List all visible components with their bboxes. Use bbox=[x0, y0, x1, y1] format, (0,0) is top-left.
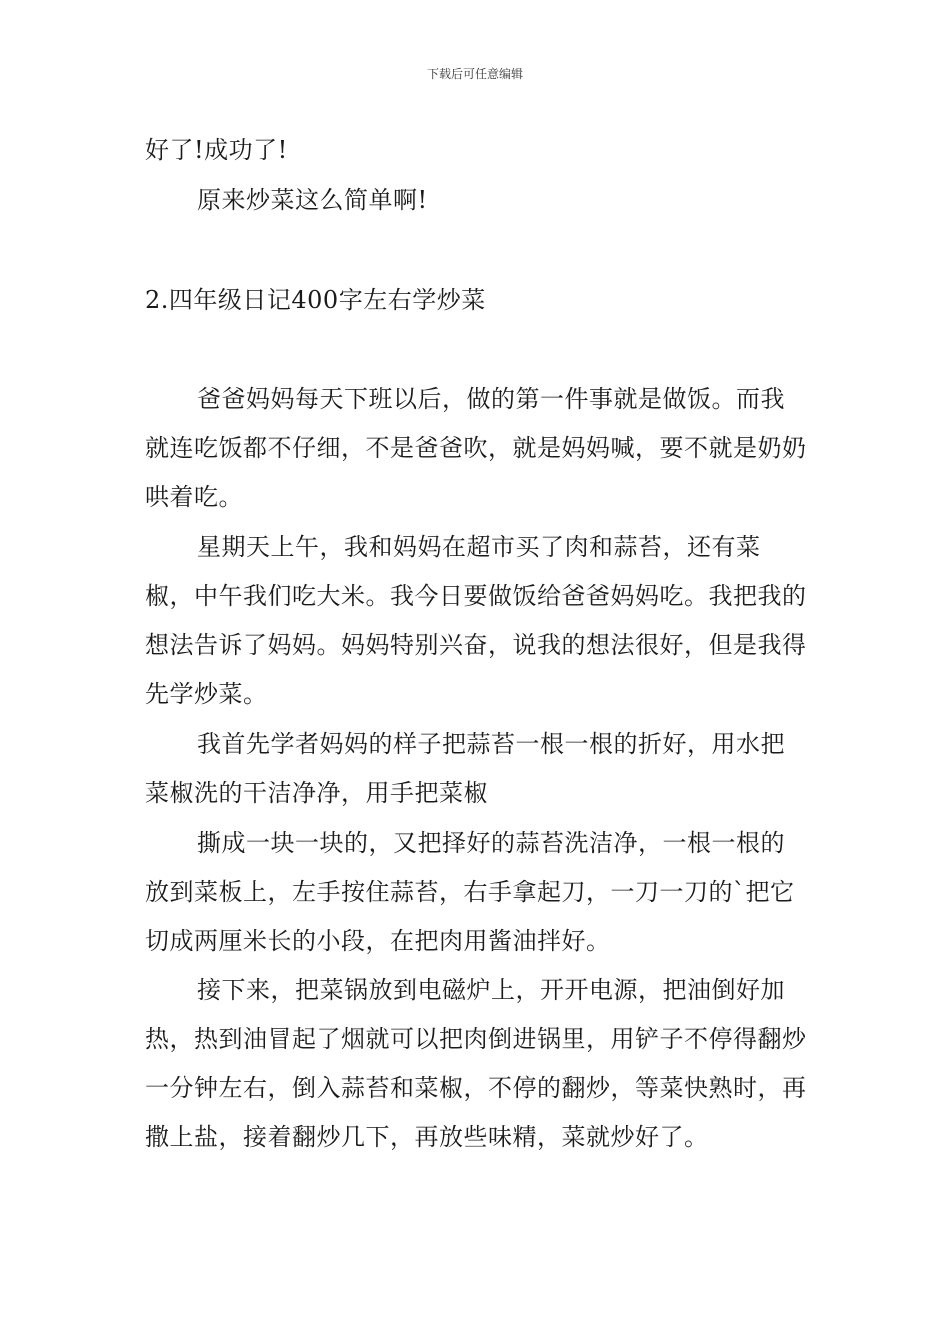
paragraph-parents-cook: 爸爸妈妈每天下班以后，做的第一件事就是做饭。而我就连吃饭都不仔细，不是爸爸吹，就是妈妈喊，要不就是奶奶哄着吃。 bbox=[145, 385, 807, 511]
paragraph-success: 好了!成功了! bbox=[145, 136, 288, 164]
paragraph-cut-ingredients: 撕成一块一块的，又把择好的蒜苔洗洁净，一根一根的放到菜板上，左手按住蒜苔，右手拿起刀，一刀一刀的`把它切成两厘米长的小段，在把肉用酱油拌好。 bbox=[145, 829, 795, 955]
paragraph-stir-fry: 接下来，把菜锅放到电磁炉上，开开电源，把油倒好加热，热到油冒起了烟就可以把肉倒进锅里，用铲子不停得翻炒一分钟左右，倒入蒜苔和菜椒，不停的翻炒，等菜快熟时，再撒上盐，接着翻炒几下，再放些味精，菜就炒好了。 bbox=[145, 976, 807, 1151]
section-heading: 2.四年级日记400字左右学炒菜 bbox=[145, 286, 486, 314]
paragraph-so-simple: 原来炒菜这么简单啊! bbox=[197, 186, 428, 214]
page-header-note: 下载后可任意编辑 bbox=[426, 67, 523, 81]
paragraph-sunday-shopping: 星期天上午，我和妈妈在超市买了肉和蒜苔，还有菜椒，中午我们吃大米。我今日要做饭给爸爸妈妈吃。我把我的想法告诉了妈妈。妈妈特别兴奋，说我的想法很好，但是我得先学炒菜。 bbox=[145, 533, 807, 708]
paragraph-prepare-vegetables: 我首先学者妈妈的样子把蒜苔一根一根的折好，用水把菜椒洗的干洁净净，用手把菜椒 bbox=[145, 730, 785, 807]
